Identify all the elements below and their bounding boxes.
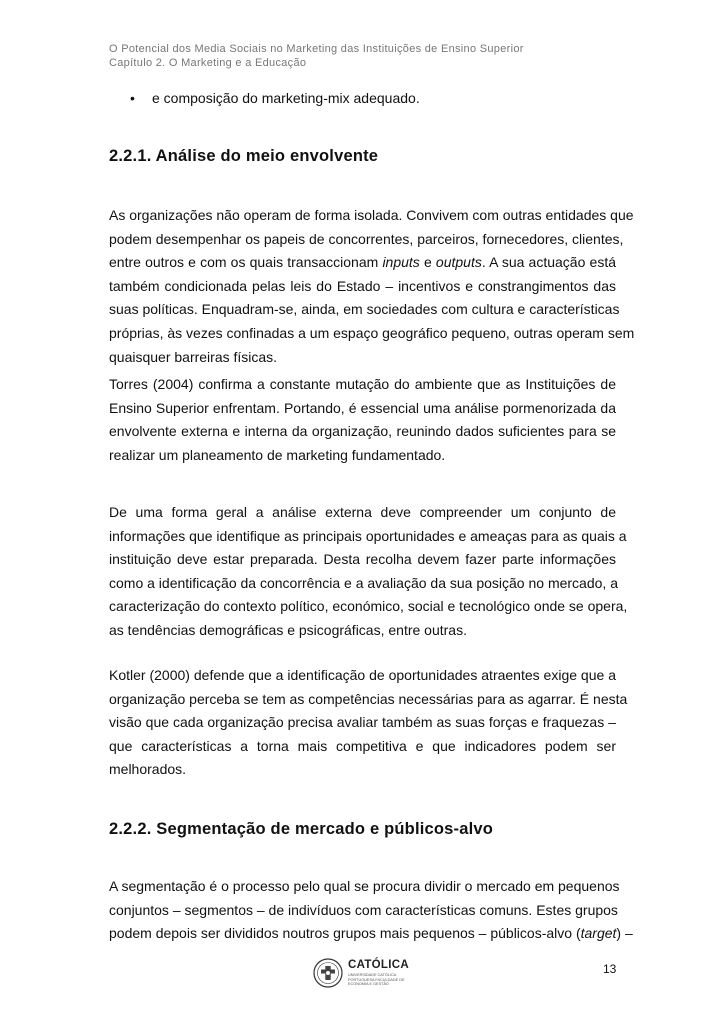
logo-wordmark: CATÓLICA [348, 959, 409, 971]
header-chapter: Capítulo 2. O Marketing e a Educação [109, 57, 307, 69]
paragraph-organizacoes [109, 204, 635, 369]
text-line: também condicionada pelas leis do Estado – incentivos e constrangimentos das [109, 277, 616, 294]
paragraph-analise-externa [109, 501, 628, 643]
text-run: e [419, 254, 436, 271]
text-line: instituição deve estar preparada. Desta recolha devem fazer parte informações [109, 551, 616, 568]
text-line: De uma forma geral a análise externa deve compreender um conjunto de [109, 504, 616, 520]
text-line: Ensino Superior enfrentam. Portando, é essencial uma análise pormenorizada da [109, 399, 616, 416]
header-document-title: O Potencial dos Media Sociais no Marketing das Instituições de Ensino Superior [109, 43, 524, 55]
italic-term: target [580, 925, 617, 942]
section-heading-segmentacao: 2.2.2. Segmentação de mercado e públicos-alvo [109, 820, 494, 838]
text-line: as tendências demográficas e psicográficas, entre outras. [109, 621, 467, 638]
text-line: informações que identifique as principais oportunidades e ameaças para as quais a [109, 527, 627, 544]
running-header [109, 42, 524, 70]
text-line: envolvente externa e interna da organização, reunindo dados suficientes para se [109, 423, 616, 440]
university-seal-icon [313, 958, 343, 988]
catolica-logo [313, 958, 421, 992]
bullet-dot-icon: • [130, 90, 135, 106]
paragraph-torres [109, 373, 616, 467]
text-line: realizar um planeamento de marketing fundamentado. [109, 446, 446, 463]
paragraph-segmentacao [109, 875, 633, 946]
bullet-text: e composição do marketing-mix adequado. [152, 90, 420, 106]
text-line: conjuntos – segmentos – de indivíduos com características comuns. Estes grupos [109, 901, 618, 918]
text-line: podem desempenhar os papeis de concorrentes, parceiros, fornecedores, clientes, [109, 230, 624, 247]
text-line: As organizações não operam de forma isolada. Convivem com outras entidades que [109, 207, 634, 223]
text-run: entre outros e com os quais transaccionam [109, 254, 383, 271]
logo-subtitle: UNIVERSIDADE CATÓLICA PORTUGUESA FACULDADE DE ECONOMIA E GESTÃO [348, 973, 405, 987]
text-line [109, 922, 633, 946]
text-line: como a identificação da concorrência e a avaliação da sua posição no mercado, a [109, 574, 618, 591]
text-line: organização perceba se tem as competências necessárias para as agarrar. É nesta [109, 690, 628, 707]
section-heading-analise: 2.2.1. Análise do meio envolvente [109, 147, 379, 165]
text-line [109, 251, 616, 275]
italic-term: inputs [382, 254, 420, 271]
text-line: visão que cada organização precisa avaliar também as suas forças e fraquezas – [109, 714, 616, 731]
text-line: Torres (2004) confirma a constante mutação do ambiente que as Instituições de [109, 376, 616, 392]
text-line: próprias, às vezes confinadas a um espaço geográfico pequeno, outras operam sem [109, 324, 635, 341]
text-line: A segmentação é o processo pelo qual se procura dividir o mercado em pequenos [109, 878, 620, 894]
text-run: ) – [616, 925, 633, 942]
page-number: 13 [603, 962, 617, 976]
text-line: melhorados. [109, 761, 187, 778]
text-line: quaisquer barreiras físicas. [109, 348, 278, 365]
text-run: podem depois ser divididos noutros grupos mais pequenos – públicos-alvo ( [109, 925, 581, 942]
text-line: suas políticas. Enquadram-se, ainda, em sociedades com cultura e características [109, 301, 620, 318]
paragraph-kotler [109, 664, 628, 782]
italic-term: outputs [435, 254, 482, 271]
text-line: caracterização do contexto político, económico, social e tecnológico onde se opera, [109, 598, 628, 615]
text-run: . A sua actuação está [481, 254, 616, 271]
text-line: que características a torna mais competitiva e que indicadores podem ser [109, 737, 616, 754]
text-line: Kotler (2000) defende que a identificação de oportunidades atraentes exige que a [109, 667, 616, 683]
